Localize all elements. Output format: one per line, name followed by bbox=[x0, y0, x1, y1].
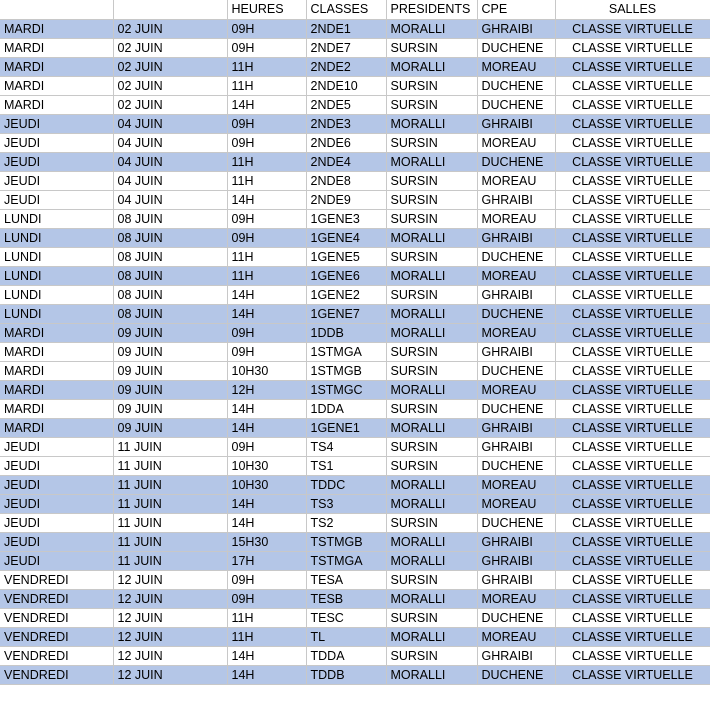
cell-classe[interactable]: 1GENE2 bbox=[306, 285, 386, 304]
header-heures[interactable]: HEURES bbox=[227, 0, 306, 19]
cell-jour[interactable]: LUNDI bbox=[0, 304, 113, 323]
cell-president[interactable]: SURSIN bbox=[386, 342, 477, 361]
cell-heure[interactable]: 09H bbox=[227, 323, 306, 342]
cell-cpe[interactable]: GHRAIBI bbox=[477, 437, 555, 456]
cell-salle[interactable]: CLASSE VIRTUELLE bbox=[555, 399, 710, 418]
cell-heure[interactable]: 09H bbox=[227, 133, 306, 152]
cell-date[interactable]: 09 JUIN bbox=[113, 342, 227, 361]
cell-date[interactable]: 02 JUIN bbox=[113, 76, 227, 95]
cell-cpe[interactable]: GHRAIBI bbox=[477, 551, 555, 570]
cell-heure[interactable]: 12H bbox=[227, 380, 306, 399]
cell-salle[interactable]: CLASSE VIRTUELLE bbox=[555, 646, 710, 665]
cell-jour[interactable]: JEUDI bbox=[0, 114, 113, 133]
cell-president[interactable]: MORALLI bbox=[386, 114, 477, 133]
cell-classe[interactable]: TSTMGB bbox=[306, 532, 386, 551]
cell-date[interactable]: 08 JUIN bbox=[113, 209, 227, 228]
cell-salle[interactable]: CLASSE VIRTUELLE bbox=[555, 456, 710, 475]
cell-president[interactable]: SURSIN bbox=[386, 646, 477, 665]
table-row bbox=[0, 228, 710, 247]
table-row bbox=[0, 399, 710, 418]
cell-jour[interactable]: JEUDI bbox=[0, 171, 113, 190]
cell-president[interactable]: MORALLI bbox=[386, 57, 477, 76]
cell-president[interactable]: MORALLI bbox=[386, 665, 477, 684]
cell-date[interactable]: 09 JUIN bbox=[113, 380, 227, 399]
table-row bbox=[0, 342, 710, 361]
cell-jour[interactable]: JEUDI bbox=[0, 551, 113, 570]
cell-jour[interactable]: JEUDI bbox=[0, 494, 113, 513]
cell-salle[interactable]: CLASSE VIRTUELLE bbox=[555, 76, 710, 95]
cell-jour[interactable]: LUNDI bbox=[0, 228, 113, 247]
cell-heure[interactable]: 11H bbox=[227, 627, 306, 646]
header-date[interactable] bbox=[113, 0, 227, 19]
cell-classe[interactable]: 1STMGB bbox=[306, 361, 386, 380]
cell-cpe[interactable]: MOREAU bbox=[477, 323, 555, 342]
cell-cpe[interactable]: DUCHENE bbox=[477, 95, 555, 114]
table-row bbox=[0, 513, 710, 532]
table-row bbox=[0, 456, 710, 475]
cell-classe[interactable]: TS1 bbox=[306, 456, 386, 475]
cell-jour[interactable]: LUNDI bbox=[0, 209, 113, 228]
cell-date[interactable]: 08 JUIN bbox=[113, 304, 227, 323]
cell-president[interactable]: MORALLI bbox=[386, 19, 477, 38]
cell-cpe[interactable]: DUCHENE bbox=[477, 456, 555, 475]
cell-heure[interactable]: 11H bbox=[227, 171, 306, 190]
cell-president[interactable]: MORALLI bbox=[386, 228, 477, 247]
cell-classe[interactable]: TDDA bbox=[306, 646, 386, 665]
cell-salle[interactable]: CLASSE VIRTUELLE bbox=[555, 589, 710, 608]
cell-heure[interactable]: 14H bbox=[227, 285, 306, 304]
table-row bbox=[0, 570, 710, 589]
cell-cpe[interactable]: MOREAU bbox=[477, 57, 555, 76]
cell-cpe[interactable]: GHRAIBI bbox=[477, 342, 555, 361]
cell-salle[interactable]: CLASSE VIRTUELLE bbox=[555, 285, 710, 304]
cell-date[interactable]: 08 JUIN bbox=[113, 228, 227, 247]
cell-heure[interactable]: 14H bbox=[227, 399, 306, 418]
cell-jour[interactable]: MARDI bbox=[0, 342, 113, 361]
cell-heure[interactable]: 11H bbox=[227, 57, 306, 76]
table-row bbox=[0, 95, 710, 114]
cell-heure[interactable]: 15H30 bbox=[227, 532, 306, 551]
table-row bbox=[0, 247, 710, 266]
header-row bbox=[0, 0, 710, 19]
cell-heure[interactable]: 09H bbox=[227, 342, 306, 361]
cell-president[interactable]: SURSIN bbox=[386, 209, 477, 228]
cell-president[interactable]: SURSIN bbox=[386, 171, 477, 190]
cell-date[interactable]: 11 JUIN bbox=[113, 437, 227, 456]
cell-jour[interactable]: JEUDI bbox=[0, 133, 113, 152]
cell-jour[interactable]: MARDI bbox=[0, 57, 113, 76]
cell-date[interactable]: 04 JUIN bbox=[113, 152, 227, 171]
cell-date[interactable]: 12 JUIN bbox=[113, 665, 227, 684]
cell-heure[interactable]: 14H bbox=[227, 95, 306, 114]
table-row bbox=[0, 285, 710, 304]
cell-date[interactable]: 11 JUIN bbox=[113, 494, 227, 513]
cell-salle[interactable]: CLASSE VIRTUELLE bbox=[555, 532, 710, 551]
cell-cpe[interactable]: MOREAU bbox=[477, 266, 555, 285]
cell-heure[interactable]: 09H bbox=[227, 38, 306, 57]
cell-jour[interactable]: MARDI bbox=[0, 361, 113, 380]
cell-salle[interactable]: CLASSE VIRTUELLE bbox=[555, 608, 710, 627]
cell-president[interactable]: MORALLI bbox=[386, 475, 477, 494]
cell-date[interactable]: 09 JUIN bbox=[113, 361, 227, 380]
cell-cpe[interactable]: MOREAU bbox=[477, 494, 555, 513]
cell-date[interactable]: 08 JUIN bbox=[113, 266, 227, 285]
cell-salle[interactable]: CLASSE VIRTUELLE bbox=[555, 57, 710, 76]
cell-date[interactable]: 02 JUIN bbox=[113, 95, 227, 114]
table-row bbox=[0, 380, 710, 399]
cell-cpe[interactable]: DUCHENE bbox=[477, 665, 555, 684]
cell-cpe[interactable]: DUCHENE bbox=[477, 38, 555, 57]
cell-president[interactable]: MORALLI bbox=[386, 152, 477, 171]
cell-cpe[interactable]: GHRAIBI bbox=[477, 418, 555, 437]
cell-date[interactable]: 04 JUIN bbox=[113, 133, 227, 152]
cell-president[interactable]: SURSIN bbox=[386, 456, 477, 475]
cell-cpe[interactable]: GHRAIBI bbox=[477, 570, 555, 589]
table-row bbox=[0, 532, 710, 551]
cell-salle[interactable]: CLASSE VIRTUELLE bbox=[555, 171, 710, 190]
cell-jour[interactable]: MARDI bbox=[0, 95, 113, 114]
cell-jour[interactable]: VENDREDI bbox=[0, 627, 113, 646]
cell-classe[interactable]: 2NDE2 bbox=[306, 57, 386, 76]
cell-classe[interactable]: TSTMGA bbox=[306, 551, 386, 570]
cell-date[interactable]: 04 JUIN bbox=[113, 114, 227, 133]
cell-heure[interactable]: 10H30 bbox=[227, 456, 306, 475]
table-row bbox=[0, 76, 710, 95]
cell-president[interactable]: MORALLI bbox=[386, 494, 477, 513]
table-row bbox=[0, 133, 710, 152]
cell-salle[interactable]: CLASSE VIRTUELLE bbox=[555, 19, 710, 38]
cell-date[interactable]: 11 JUIN bbox=[113, 551, 227, 570]
table-row bbox=[0, 627, 710, 646]
cell-salle[interactable]: CLASSE VIRTUELLE bbox=[555, 323, 710, 342]
cell-cpe[interactable]: GHRAIBI bbox=[477, 228, 555, 247]
cell-date[interactable]: 09 JUIN bbox=[113, 323, 227, 342]
cell-classe[interactable]: 2NDE7 bbox=[306, 38, 386, 57]
cell-jour[interactable]: VENDREDI bbox=[0, 589, 113, 608]
cell-cpe[interactable]: GHRAIBI bbox=[477, 114, 555, 133]
cell-president[interactable]: SURSIN bbox=[386, 513, 477, 532]
cell-cpe[interactable]: MOREAU bbox=[477, 133, 555, 152]
cell-salle[interactable]: CLASSE VIRTUELLE bbox=[555, 437, 710, 456]
table-row bbox=[0, 475, 710, 494]
cell-cpe[interactable]: DUCHENE bbox=[477, 152, 555, 171]
table-row bbox=[0, 19, 710, 38]
cell-heure[interactable]: 14H bbox=[227, 190, 306, 209]
cell-cpe[interactable]: MOREAU bbox=[477, 380, 555, 399]
header-classes[interactable]: CLASSES bbox=[306, 0, 386, 19]
cell-president[interactable]: MORALLI bbox=[386, 323, 477, 342]
cell-jour[interactable]: JEUDI bbox=[0, 532, 113, 551]
cell-classe[interactable]: 1GENE6 bbox=[306, 266, 386, 285]
cell-heure[interactable]: 10H30 bbox=[227, 361, 306, 380]
cell-jour[interactable]: JEUDI bbox=[0, 152, 113, 171]
cell-heure[interactable]: 14H bbox=[227, 418, 306, 437]
cell-jour[interactable]: MARDI bbox=[0, 380, 113, 399]
cell-classe[interactable]: 1STMGA bbox=[306, 342, 386, 361]
cell-jour[interactable]: VENDREDI bbox=[0, 665, 113, 684]
cell-jour[interactable]: LUNDI bbox=[0, 247, 113, 266]
cell-heure[interactable]: 09H bbox=[227, 19, 306, 38]
table-row bbox=[0, 266, 710, 285]
cell-heure[interactable]: 14H bbox=[227, 494, 306, 513]
cell-president[interactable]: SURSIN bbox=[386, 190, 477, 209]
cell-date[interactable]: 09 JUIN bbox=[113, 418, 227, 437]
cell-salle[interactable]: CLASSE VIRTUELLE bbox=[555, 418, 710, 437]
table-row bbox=[0, 646, 710, 665]
cell-jour[interactable]: MARDI bbox=[0, 399, 113, 418]
cell-cpe[interactable]: GHRAIBI bbox=[477, 532, 555, 551]
cell-president[interactable]: MORALLI bbox=[386, 589, 477, 608]
cell-date[interactable]: 09 JUIN bbox=[113, 399, 227, 418]
cell-classe[interactable]: TS3 bbox=[306, 494, 386, 513]
table-row bbox=[0, 190, 710, 209]
cell-heure[interactable]: 11H bbox=[227, 76, 306, 95]
cell-classe[interactable]: TS2 bbox=[306, 513, 386, 532]
cell-salle[interactable]: CLASSE VIRTUELLE bbox=[555, 513, 710, 532]
cell-jour[interactable]: JEUDI bbox=[0, 475, 113, 494]
cell-heure[interactable]: 09H bbox=[227, 228, 306, 247]
cell-date[interactable]: 11 JUIN bbox=[113, 513, 227, 532]
cell-classe[interactable]: 2NDE6 bbox=[306, 133, 386, 152]
cell-heure[interactable]: 14H bbox=[227, 304, 306, 323]
cell-president[interactable]: SURSIN bbox=[386, 399, 477, 418]
table-body bbox=[0, 19, 710, 684]
cell-cpe[interactable]: DUCHENE bbox=[477, 513, 555, 532]
cell-classe[interactable]: TL bbox=[306, 627, 386, 646]
cell-president[interactable]: SURSIN bbox=[386, 76, 477, 95]
cell-president[interactable]: MORALLI bbox=[386, 418, 477, 437]
table-row bbox=[0, 418, 710, 437]
cell-president[interactable]: MORALLI bbox=[386, 380, 477, 399]
cell-classe[interactable]: 1GENE3 bbox=[306, 209, 386, 228]
cell-cpe[interactable]: MOREAU bbox=[477, 627, 555, 646]
cell-jour[interactable]: MARDI bbox=[0, 76, 113, 95]
cell-classe[interactable]: 1DDB bbox=[306, 323, 386, 342]
cell-salle[interactable]: CLASSE VIRTUELLE bbox=[555, 38, 710, 57]
table-row bbox=[0, 57, 710, 76]
table-row bbox=[0, 209, 710, 228]
cell-date[interactable]: 04 JUIN bbox=[113, 171, 227, 190]
cell-classe[interactable]: 2NDE8 bbox=[306, 171, 386, 190]
cell-date[interactable]: 12 JUIN bbox=[113, 570, 227, 589]
cell-classe[interactable]: 2NDE3 bbox=[306, 114, 386, 133]
cell-jour[interactable]: LUNDI bbox=[0, 266, 113, 285]
header-jour[interactable] bbox=[0, 0, 113, 19]
cell-salle[interactable]: CLASSE VIRTUELLE bbox=[555, 228, 710, 247]
cell-classe[interactable]: 2NDE9 bbox=[306, 190, 386, 209]
cell-jour[interactable]: VENDREDI bbox=[0, 570, 113, 589]
table-row bbox=[0, 608, 710, 627]
cell-date[interactable]: 08 JUIN bbox=[113, 247, 227, 266]
table-row bbox=[0, 589, 710, 608]
cell-jour[interactable]: JEUDI bbox=[0, 190, 113, 209]
cell-date[interactable]: 02 JUIN bbox=[113, 38, 227, 57]
table-row bbox=[0, 304, 710, 323]
cell-salle[interactable]: CLASSE VIRTUELLE bbox=[555, 551, 710, 570]
cell-salle[interactable]: CLASSE VIRTUELLE bbox=[555, 247, 710, 266]
cell-cpe[interactable]: GHRAIBI bbox=[477, 646, 555, 665]
cell-heure[interactable]: 14H bbox=[227, 646, 306, 665]
cell-classe[interactable]: TESA bbox=[306, 570, 386, 589]
table-row bbox=[0, 323, 710, 342]
cell-president[interactable]: SURSIN bbox=[386, 570, 477, 589]
cell-salle[interactable]: CLASSE VIRTUELLE bbox=[555, 304, 710, 323]
cell-salle[interactable]: CLASSE VIRTUELLE bbox=[555, 190, 710, 209]
cell-date[interactable]: 12 JUIN bbox=[113, 646, 227, 665]
cell-salle[interactable]: CLASSE VIRTUELLE bbox=[555, 133, 710, 152]
cell-president[interactable]: SURSIN bbox=[386, 95, 477, 114]
table-row bbox=[0, 551, 710, 570]
cell-salle[interactable]: CLASSE VIRTUELLE bbox=[555, 494, 710, 513]
header-presidents[interactable]: PRESIDENTS bbox=[386, 0, 477, 19]
cell-classe[interactable]: 1GENE7 bbox=[306, 304, 386, 323]
cell-president[interactable]: SURSIN bbox=[386, 608, 477, 627]
cell-cpe[interactable]: MOREAU bbox=[477, 171, 555, 190]
header-salles[interactable]: SALLES bbox=[555, 0, 710, 19]
cell-cpe[interactable]: DUCHENE bbox=[477, 76, 555, 95]
cell-cpe[interactable]: GHRAIBI bbox=[477, 190, 555, 209]
cell-date[interactable]: 02 JUIN bbox=[113, 19, 227, 38]
cell-classe[interactable]: 2NDE10 bbox=[306, 76, 386, 95]
cell-salle[interactable]: CLASSE VIRTUELLE bbox=[555, 570, 710, 589]
cell-classe[interactable]: 1GENE5 bbox=[306, 247, 386, 266]
cell-jour[interactable]: MARDI bbox=[0, 418, 113, 437]
cell-date[interactable]: 08 JUIN bbox=[113, 285, 227, 304]
cell-heure[interactable]: 14H bbox=[227, 513, 306, 532]
cell-classe[interactable]: 1DDA bbox=[306, 399, 386, 418]
cell-heure[interactable]: 11H bbox=[227, 608, 306, 627]
cell-date[interactable]: 11 JUIN bbox=[113, 532, 227, 551]
table-row bbox=[0, 361, 710, 380]
cell-jour[interactable]: MARDI bbox=[0, 323, 113, 342]
cell-date[interactable]: 12 JUIN bbox=[113, 589, 227, 608]
cell-date[interactable]: 11 JUIN bbox=[113, 456, 227, 475]
cell-date[interactable]: 04 JUIN bbox=[113, 190, 227, 209]
table-row bbox=[0, 171, 710, 190]
cell-cpe[interactable]: DUCHENE bbox=[477, 399, 555, 418]
cell-salle[interactable]: CLASSE VIRTUELLE bbox=[555, 627, 710, 646]
cell-salle[interactable]: CLASSE VIRTUELLE bbox=[555, 665, 710, 684]
cell-cpe[interactable]: DUCHENE bbox=[477, 304, 555, 323]
cell-heure[interactable]: 17H bbox=[227, 551, 306, 570]
cell-president[interactable]: SURSIN bbox=[386, 437, 477, 456]
cell-jour[interactable]: MARDI bbox=[0, 38, 113, 57]
cell-jour[interactable]: VENDREDI bbox=[0, 608, 113, 627]
cell-president[interactable]: MORALLI bbox=[386, 304, 477, 323]
table-row bbox=[0, 152, 710, 171]
cell-classe[interactable]: 2NDE5 bbox=[306, 95, 386, 114]
cell-president[interactable]: SURSIN bbox=[386, 133, 477, 152]
cell-heure[interactable]: 09H bbox=[227, 209, 306, 228]
cell-cpe[interactable]: DUCHENE bbox=[477, 247, 555, 266]
cell-classe[interactable]: 2NDE4 bbox=[306, 152, 386, 171]
cell-heure[interactable]: 10H30 bbox=[227, 475, 306, 494]
cell-salle[interactable]: CLASSE VIRTUELLE bbox=[555, 475, 710, 494]
table-row bbox=[0, 437, 710, 456]
cell-cpe[interactable]: DUCHENE bbox=[477, 361, 555, 380]
cell-president[interactable]: MORALLI bbox=[386, 551, 477, 570]
cell-cpe[interactable]: DUCHENE bbox=[477, 608, 555, 627]
cell-president[interactable]: MORALLI bbox=[386, 627, 477, 646]
cell-classe[interactable]: 1GENE4 bbox=[306, 228, 386, 247]
cell-classe[interactable]: TDDB bbox=[306, 665, 386, 684]
cell-cpe[interactable]: MOREAU bbox=[477, 589, 555, 608]
cell-date[interactable]: 12 JUIN bbox=[113, 608, 227, 627]
cell-president[interactable]: SURSIN bbox=[386, 38, 477, 57]
cell-classe[interactable]: TS4 bbox=[306, 437, 386, 456]
cell-jour[interactable]: LUNDI bbox=[0, 285, 113, 304]
cell-jour[interactable]: JEUDI bbox=[0, 437, 113, 456]
cell-salle[interactable]: CLASSE VIRTUELLE bbox=[555, 209, 710, 228]
cell-classe[interactable]: TDDC bbox=[306, 475, 386, 494]
cell-heure[interactable]: 09H bbox=[227, 114, 306, 133]
cell-salle[interactable]: CLASSE VIRTUELLE bbox=[555, 152, 710, 171]
cell-heure[interactable]: 11H bbox=[227, 247, 306, 266]
table-row bbox=[0, 494, 710, 513]
cell-cpe[interactable]: GHRAIBI bbox=[477, 285, 555, 304]
cell-classe[interactable]: TESC bbox=[306, 608, 386, 627]
cell-president[interactable]: SURSIN bbox=[386, 285, 477, 304]
cell-heure[interactable]: 09H bbox=[227, 437, 306, 456]
cell-cpe[interactable]: MOREAU bbox=[477, 475, 555, 494]
cell-heure[interactable]: 14H bbox=[227, 665, 306, 684]
header-cpe[interactable]: CPE bbox=[477, 0, 555, 19]
cell-jour[interactable]: MARDI bbox=[0, 19, 113, 38]
table-row bbox=[0, 114, 710, 133]
cell-salle[interactable]: CLASSE VIRTUELLE bbox=[555, 95, 710, 114]
cell-jour[interactable]: JEUDI bbox=[0, 456, 113, 475]
cell-cpe[interactable]: MOREAU bbox=[477, 209, 555, 228]
table-row bbox=[0, 38, 710, 57]
cell-date[interactable]: 02 JUIN bbox=[113, 57, 227, 76]
cell-heure[interactable]: 11H bbox=[227, 152, 306, 171]
cell-date[interactable]: 11 JUIN bbox=[113, 475, 227, 494]
cell-salle[interactable]: CLASSE VIRTUELLE bbox=[555, 114, 710, 133]
cell-president[interactable]: SURSIN bbox=[386, 361, 477, 380]
cell-classe[interactable]: 1GENE1 bbox=[306, 418, 386, 437]
cell-heure[interactable]: 11H bbox=[227, 266, 306, 285]
cell-heure[interactable]: 09H bbox=[227, 589, 306, 608]
cell-president[interactable]: SURSIN bbox=[386, 247, 477, 266]
cell-president[interactable]: MORALLI bbox=[386, 266, 477, 285]
cell-cpe[interactable]: GHRAIBI bbox=[477, 19, 555, 38]
cell-date[interactable]: 12 JUIN bbox=[113, 627, 227, 646]
cell-salle[interactable]: CLASSE VIRTUELLE bbox=[555, 361, 710, 380]
cell-classe[interactable]: TESB bbox=[306, 589, 386, 608]
cell-jour[interactable]: VENDREDI bbox=[0, 646, 113, 665]
cell-salle[interactable]: CLASSE VIRTUELLE bbox=[555, 266, 710, 285]
cell-jour[interactable]: JEUDI bbox=[0, 513, 113, 532]
table-row bbox=[0, 665, 710, 684]
cell-salle[interactable]: CLASSE VIRTUELLE bbox=[555, 342, 710, 361]
cell-salle[interactable]: CLASSE VIRTUELLE bbox=[555, 380, 710, 399]
cell-classe[interactable]: 1STMGC bbox=[306, 380, 386, 399]
cell-heure[interactable]: 09H bbox=[227, 570, 306, 589]
cell-classe[interactable]: 2NDE1 bbox=[306, 19, 386, 38]
cell-president[interactable]: MORALLI bbox=[386, 532, 477, 551]
